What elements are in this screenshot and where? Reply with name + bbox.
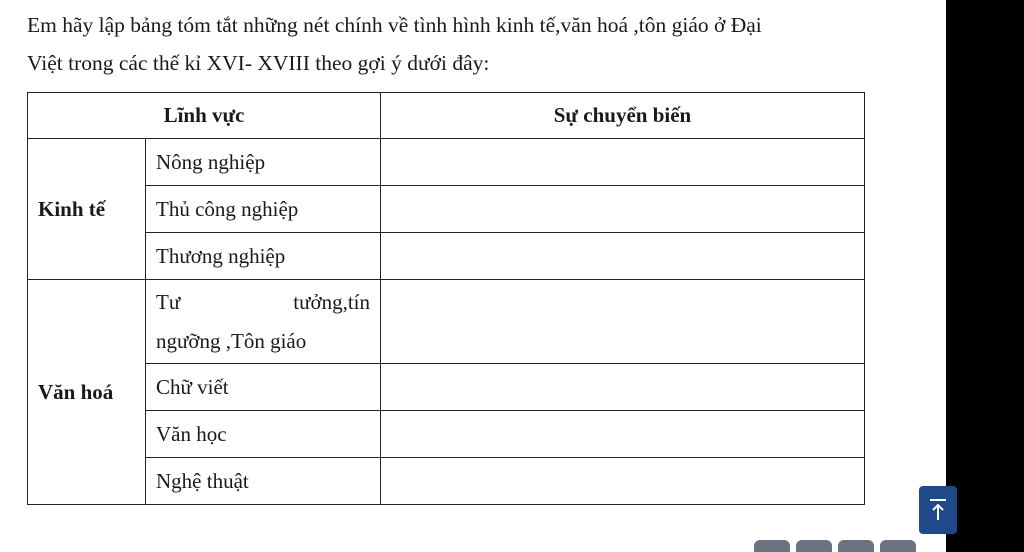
table-row	[28, 233, 865, 280]
item-tu-tuong-word-a: Tư	[156, 289, 181, 314]
arrow-up-icon	[928, 497, 948, 523]
table-row	[28, 186, 865, 233]
right-side-panel	[946, 0, 1024, 552]
answer-cell[interactable]	[381, 411, 865, 458]
answer-cell[interactable]	[381, 233, 865, 280]
scroll-to-top-button[interactable]	[919, 486, 957, 534]
header-su-chuyen-bien: Sự chuyển biến	[381, 93, 865, 139]
prompt-line-1: Em hãy lập bảng tóm tắt những nét chính về tình hình kinh tế,văn hoá ,tôn giáo ở Đại	[27, 13, 762, 37]
table-header-row	[28, 93, 865, 139]
answer-cell[interactable]	[381, 364, 865, 411]
toolbar-button[interactable]	[754, 540, 790, 552]
prompt-text	[27, 6, 907, 82]
header-linh-vuc: Lĩnh vực	[28, 93, 381, 139]
item-thuong-nghiep: Thương nghiệp	[146, 233, 381, 280]
item-chu-viet: Chữ viết	[146, 364, 381, 411]
item-tu-tuong	[146, 280, 381, 364]
prompt-line-2: Việt trong các thế kỉ XVI- XVIII theo gợi ý dưới đây:	[27, 51, 490, 75]
toolbar-button[interactable]	[796, 540, 832, 552]
summary-table	[27, 92, 865, 505]
group-kinh-te: Kinh tế	[28, 139, 146, 280]
item-nghe-thuat: Nghệ thuật	[146, 458, 381, 505]
answer-cell[interactable]	[381, 458, 865, 505]
table-row	[28, 411, 865, 458]
item-van-hoc: Văn học	[146, 411, 381, 458]
item-nong-nghiep: Nông nghiệp	[146, 139, 381, 186]
answer-cell[interactable]	[381, 139, 865, 186]
group-van-hoa: Văn hoá	[28, 280, 146, 505]
bottom-toolbar	[754, 540, 916, 552]
item-tu-tuong-word-b: tưởng,tín	[293, 289, 370, 314]
table-row	[28, 458, 865, 505]
answer-cell[interactable]	[381, 280, 865, 364]
table-row	[28, 280, 865, 364]
item-thu-cong-nghiep: Thủ công nghiệp	[146, 186, 381, 233]
item-tu-tuong-line-1	[156, 283, 370, 322]
table-row	[28, 139, 865, 186]
answer-cell[interactable]	[381, 186, 865, 233]
table-row	[28, 364, 865, 411]
next-button[interactable]	[880, 540, 916, 552]
prev-button[interactable]	[838, 540, 874, 552]
item-tu-tuong-line-2: ngưỡng ,Tôn giáo	[156, 328, 307, 353]
